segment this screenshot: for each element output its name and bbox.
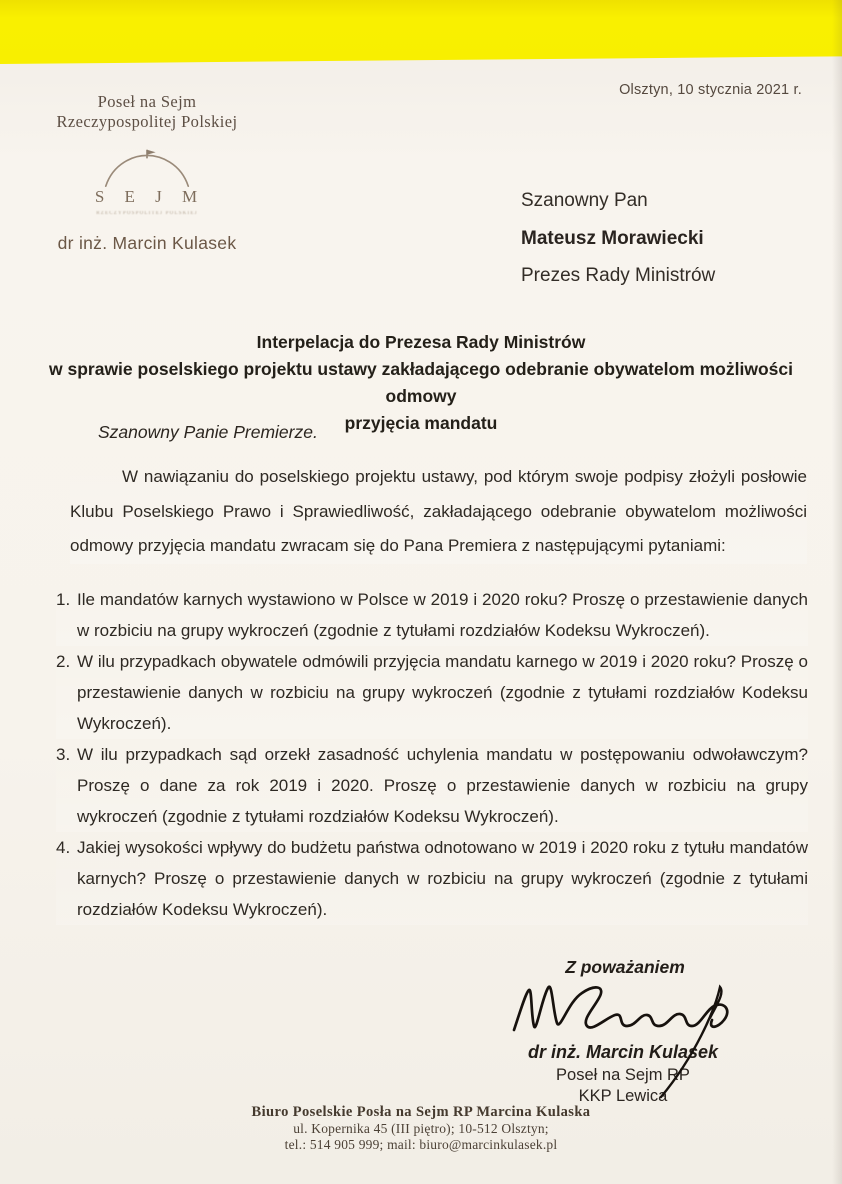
questions-list bbox=[56, 584, 808, 925]
letterhead-office-line1: Poseł na Sejm bbox=[97, 92, 197, 111]
letterhead-member-name: dr inż. Marcin Kulasek bbox=[57, 233, 237, 253]
subject-block bbox=[30, 329, 812, 437]
question-number: 4. bbox=[56, 832, 77, 925]
recipient-name: Mateusz Morawiecki bbox=[521, 227, 704, 249]
question-text: W ilu przypadkach obywatele odmówili przyjęcia mandatu karnego w 2019 i 2020 roku? Proszę o przestawienie danych w rozbiciu na grupy wykroczeń (zgodnie z tytułami rozdziałów Kodeksu Wykroczeń). bbox=[77, 646, 808, 739]
recipient-block bbox=[521, 182, 715, 295]
question-item bbox=[56, 584, 808, 646]
dateline: Olsztyn, 10 stycznia 2021 r. bbox=[619, 82, 802, 98]
question-text: Jakiej wysokości wpływy do budżetu państwa odnotowano w 2019 i 2020 roku z tytułu mandatów karnych? Proszę o przestawienie danych w rozbiciu na grupy wykroczeń (zgodnie z tytułami rozdziałów Kodeksu Wykroczeń). bbox=[77, 832, 808, 925]
question-number: 2. bbox=[56, 646, 77, 739]
recipient-title: Prezes Rady Ministrów bbox=[521, 265, 716, 286]
signer-name: dr inż. Marcin Kulasek bbox=[527, 1042, 719, 1062]
letterhead-office-line2: Rzeczypospolitej Polskiej bbox=[56, 112, 238, 131]
question-text: Ile mandatów karnych wystawiono w Polsce w 2019 i 2020 roku? Proszę o przestawienie danych w rozbiciu na grupy wykroczeń (zgodnie z tytułami rozdziałów Kodeksu Wykroczeń). bbox=[77, 584, 808, 646]
subject-line1: Interpelacja do Prezesa Rady Ministrów bbox=[256, 332, 586, 352]
subject-line3: przyjęcia mandatu bbox=[344, 413, 498, 433]
sejm-dome-icon bbox=[36, 145, 258, 189]
footer-office-name: Biuro Poselskie Posła na Sejm RP Marcina Kulaska bbox=[251, 1104, 591, 1120]
question-item bbox=[56, 646, 808, 739]
scanner-background-band bbox=[0, 0, 842, 64]
footer-address: ul. Kopernika 45 (III piętro); 10-512 Olsztyn; bbox=[293, 1121, 549, 1136]
letterhead bbox=[36, 92, 258, 254]
footer-contact: tel.: 514 905 999; mail: biuro@marcinkulasek.pl bbox=[284, 1136, 558, 1152]
question-text: W ilu przypadkach sąd orzekł zasadność uchylenia mandatu w postępowaniu odwoławczym? Proszę o dane za rok 2019 i 2020. Proszę o przestawienie danych w rozbiciu na grupy wykroczeń (zgodnie z tytułami rozdziałów Kodeksu Wykroczeń). bbox=[77, 739, 808, 832]
question-number: 3. bbox=[56, 739, 77, 832]
greeting: Szanowny Panie Premierze. bbox=[98, 422, 318, 442]
question-item bbox=[56, 832, 808, 925]
recipient-salutation: Szanowny Pan bbox=[521, 190, 648, 211]
intro-paragraph: W nawiązaniu do poselskiego projektu ustawy, pod którym swoje podpisy złożyli posłowie Klubu Poselskiego Prawo i Sprawiedliwość, zakładającego odebranie obywatelom możliwości odmowy przyjęcia mandatu zwracam się do Pana Premiera z następującymi pytaniami: bbox=[70, 460, 807, 564]
office-footer bbox=[0, 1104, 842, 1152]
subject-line2: w sprawie poselskiego projektu ustawy zakładającego odebranie obywatelom możliwości odmowy bbox=[49, 359, 793, 406]
signer-club: KKP Lewica bbox=[578, 1087, 668, 1105]
sejm-logo-letters: S E J M bbox=[94, 187, 206, 206]
sejm-logo-subtext: RZECZYPOSPOLITEJ POLSKIEJ bbox=[96, 211, 198, 216]
question-number: 1. bbox=[56, 584, 77, 646]
question-item bbox=[56, 739, 808, 832]
valediction: Z poważaniem bbox=[565, 957, 685, 977]
signer-role: Poseł na Sejm RP bbox=[556, 1066, 690, 1084]
